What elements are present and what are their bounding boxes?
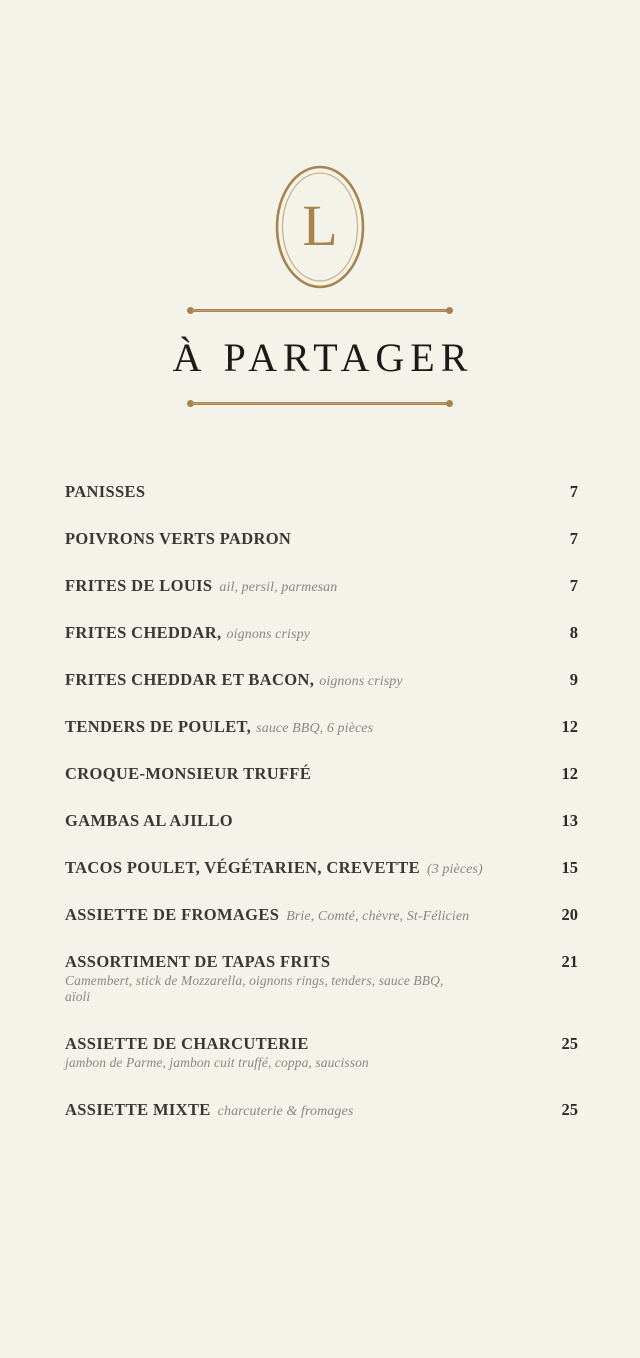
menu-item-row bbox=[65, 529, 578, 576]
menu-item-row bbox=[65, 670, 578, 717]
menu-item-row bbox=[65, 952, 578, 1034]
menu-item-description: oignons crispy bbox=[226, 627, 310, 642]
menu-item-name: ASSORTIMENT DE TAPAS FRITS bbox=[65, 952, 331, 971]
rule-dot-right-icon bbox=[446, 307, 453, 314]
menu-item-description-block: Camembert, stick de Mozzarella, oignons rings, tenders, sauce BBQ, aïoli bbox=[65, 973, 444, 1004]
menu-item-description: (3 pièces) bbox=[426, 862, 483, 877]
divider-rule-bottom bbox=[187, 398, 453, 409]
menu-item-row bbox=[65, 482, 578, 529]
menu-item-price: 25 bbox=[561, 1100, 578, 1119]
menu-item-price: 20 bbox=[561, 905, 578, 924]
rule-bar bbox=[192, 309, 448, 312]
menu-item-row bbox=[65, 811, 578, 858]
menu-item-row bbox=[65, 576, 578, 623]
menu-item-row bbox=[65, 1100, 578, 1147]
menu-item-row bbox=[65, 623, 578, 670]
menu-item-description: charcuterie & fromages bbox=[217, 1104, 354, 1119]
menu-item-row bbox=[65, 764, 578, 811]
menu-item-name: GAMBAS AL AJILLO bbox=[65, 811, 233, 830]
menu-item-price: 8 bbox=[569, 623, 578, 642]
menu-item-description: Brie, Comté, chèvre, St-Félicien bbox=[286, 909, 470, 924]
menu-item-price: 25 bbox=[561, 1034, 578, 1053]
menu-item-price: 21 bbox=[561, 952, 578, 971]
logo-oval-frame bbox=[274, 164, 366, 290]
menu-item-name: PANISSES bbox=[65, 482, 146, 501]
menu-item-name: FRITES CHEDDAR ET BACON, bbox=[65, 670, 315, 689]
menu-item-name: FRITES CHEDDAR, bbox=[65, 623, 222, 642]
menu-item-description: sauce BBQ, 6 pièces bbox=[256, 721, 374, 736]
menu-item-price: 7 bbox=[569, 482, 578, 501]
menu-item-description: oignons crispy bbox=[319, 674, 403, 689]
rule-bar bbox=[192, 402, 448, 405]
menu-item-description: ail, persil, parmesan bbox=[219, 580, 338, 595]
menu-item-description-block: jambon de Parme, jambon cuit truffé, coppa, saucisson bbox=[65, 1055, 369, 1070]
rule-dot-right-icon bbox=[446, 400, 453, 407]
menu-list bbox=[65, 482, 578, 1147]
logo-monogram: L bbox=[302, 193, 338, 258]
menu-item-name: TACOS POULET, VÉGÉTARIEN, CREVETTE bbox=[65, 858, 420, 877]
menu-item-row bbox=[65, 1034, 578, 1100]
menu-item-name: ASSIETTE DE CHARCUTERIE bbox=[65, 1034, 309, 1053]
menu-item-name: ASSIETTE MIXTE bbox=[65, 1100, 211, 1119]
menu-item-name: CROQUE-MONSIEUR TRUFFÉ bbox=[65, 764, 312, 783]
menu-item-name: POIVRONS VERTS PADRON bbox=[65, 529, 292, 548]
menu-item-price: 13 bbox=[561, 811, 578, 830]
menu-item-price: 15 bbox=[561, 858, 578, 877]
menu-item-price: 7 bbox=[569, 529, 578, 548]
menu-item-price: 12 bbox=[561, 717, 578, 736]
menu-item-name: FRITES DE LOUIS bbox=[65, 576, 213, 595]
divider-rule-top bbox=[187, 305, 453, 316]
menu-item-row bbox=[65, 858, 578, 905]
section-header bbox=[0, 305, 640, 409]
menu-item-name: TENDERS DE POULET, bbox=[65, 717, 252, 736]
page-title: À PARTAGER bbox=[172, 335, 474, 380]
menu-item-name: ASSIETTE DE FROMAGES bbox=[65, 905, 280, 924]
brand-logo bbox=[0, 162, 640, 292]
menu-item-row bbox=[65, 905, 578, 952]
menu-item-price: 12 bbox=[561, 764, 578, 783]
menu-item-price: 9 bbox=[569, 670, 578, 689]
menu-item-row bbox=[65, 717, 578, 764]
menu-item-price: 7 bbox=[569, 576, 578, 595]
